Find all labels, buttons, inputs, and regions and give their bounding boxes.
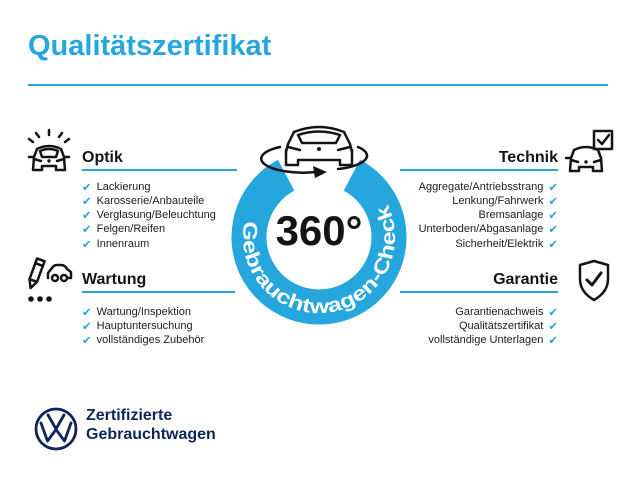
list-item: ✔ vollständiges Zubehör xyxy=(82,333,205,348)
check-icon: ✔ xyxy=(82,193,92,208)
check-icon: ✔ xyxy=(548,236,558,251)
footer-line-1: Zertifizierte xyxy=(86,407,173,424)
list-item: Sicherheit/Elektrik ✔ xyxy=(455,236,558,251)
check-icon: ✔ xyxy=(548,208,558,223)
check-icon: ✔ xyxy=(548,222,558,237)
list-item: ✔ Felgen/Reifen xyxy=(82,222,166,237)
list-item: ✔ Wartung/Inspektion xyxy=(82,304,192,319)
list-item: Bremsanlage ✔ xyxy=(478,208,558,223)
list-item: ✔ Verglasung/Beleuchtung xyxy=(82,208,216,223)
list-item: Lenkung/Fahrwerk ✔ xyxy=(452,193,558,208)
list-item: ✔ Innenraum xyxy=(82,236,150,251)
list-item: ✔ Karosserie/Anbauteile xyxy=(82,193,205,208)
check-icon: ✔ xyxy=(548,304,558,319)
check-icon: ✔ xyxy=(82,208,92,223)
check-icon: ✔ xyxy=(548,179,558,194)
list-item: ✔ Lackierung xyxy=(82,179,151,194)
section-title-garantie: Garantie xyxy=(493,271,558,288)
vw-logo xyxy=(33,406,79,452)
section-title-wartung: Wartung xyxy=(82,271,147,288)
list-item: vollständige Unterlagen ✔ xyxy=(428,333,558,348)
check-icon: ✔ xyxy=(82,318,92,333)
check-icon: ✔ xyxy=(82,304,92,319)
check-icon: ✔ xyxy=(548,193,558,208)
section-title-optik: Optik xyxy=(82,149,123,166)
section-title-technik: Technik xyxy=(498,149,558,166)
check-icon: ✔ xyxy=(82,179,92,194)
list-item: Unterboden/Abgasanlage ✔ xyxy=(418,222,558,237)
check-icon: ✔ xyxy=(548,318,558,333)
check-icon: ✔ xyxy=(82,222,92,237)
check-icon: ✔ xyxy=(82,236,92,251)
list-item: Aggregate/Antriebsstrang ✔ xyxy=(418,179,558,194)
list-item: ✔ Hauptuntersuchung xyxy=(82,318,193,333)
check-icon: ✔ xyxy=(82,333,92,348)
ring-label: Gebrauchtwagen-Check xyxy=(237,205,401,319)
check-icon: ✔ xyxy=(548,333,558,348)
page-title: Qualitätszertifikat xyxy=(28,30,272,62)
certified-used-car-label xyxy=(86,406,216,444)
degree-label: 360° xyxy=(275,207,363,254)
footer-line-2: Gebrauchtwagen xyxy=(86,426,216,443)
list-item: Garantienachweis ✔ xyxy=(455,304,558,319)
car-rotate-icon xyxy=(261,127,367,178)
list-item: Qualitätszertifikat ✔ xyxy=(458,318,558,333)
